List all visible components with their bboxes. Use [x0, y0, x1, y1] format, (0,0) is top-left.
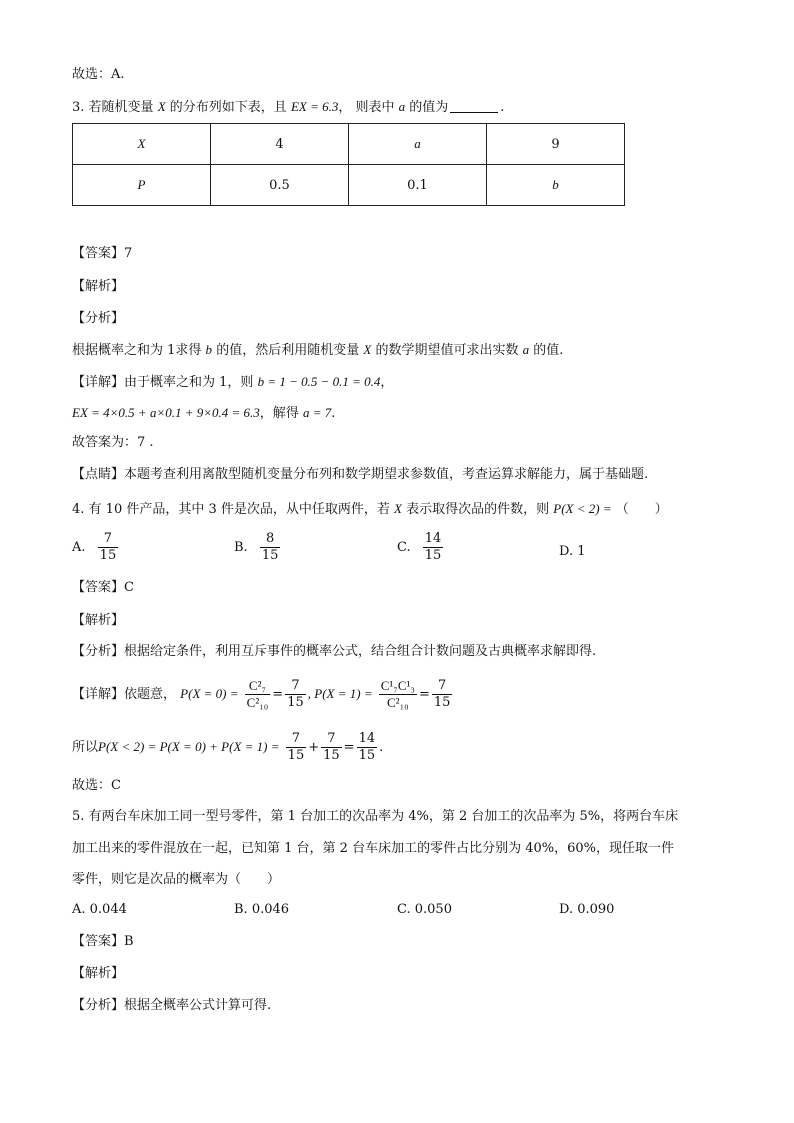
q3-text-post: ， 则表中 [338, 100, 395, 115]
table-cell: 9 [487, 124, 625, 165]
q4-option-a[interactable] [72, 531, 120, 564]
q5-fenxi-text: 根据全概率公式计算可得. [124, 998, 272, 1013]
option-letter: D. [559, 544, 574, 559]
frac-den: C²₁₀ [246, 695, 269, 710]
q4-answer: 【答案】C [72, 580, 134, 595]
q3-text-pre: 3. 若随机变量 [72, 100, 154, 115]
q5-line-2: 加工出来的零件混放在一起，已知第 1 台，第 2 台车床加工的零件占比分别为 40%，60%，现任取一件 [72, 841, 674, 856]
table-row [73, 124, 625, 165]
q5-jiexi: 【解析】 [72, 966, 125, 981]
table-cell: 0.1 [349, 165, 487, 206]
q4-fenxi-label: 【分析】 [72, 644, 125, 659]
q5-line-3: 零件，则它是次品的概率为（ ） [72, 872, 281, 887]
q3-fenxi-b: b [205, 342, 213, 357]
answer-blank [450, 100, 498, 113]
q3-fenxi [72, 341, 563, 360]
q4-sum: 所以P(X < 2) = P(X = 0) + P(X = 1) = $\frac{7}{15}$ + $\frac{7}{15}$ = $\frac{14}{15}$ . [72, 731, 384, 763]
q3-xiangjie [72, 373, 393, 392]
q4-p0-frac [245, 678, 271, 711]
q4-option-c[interactable] [397, 531, 445, 564]
frac-den: 15 [261, 548, 279, 563]
q3-xiangjie-2 [72, 404, 335, 423]
q3-text-mid: 的分布列如下表，且 [169, 100, 287, 115]
q4-p0: P(X = 0) = [180, 686, 239, 701]
frac-den: 15 [358, 748, 376, 763]
q4-xiangjie-label: 【详解】 [72, 687, 125, 702]
q3-fenxi-text: 的值. [533, 343, 564, 358]
q3-text-end: 的值为 [409, 100, 449, 115]
q4-p1-frac [379, 678, 417, 711]
q4-jiexi: 【解析】 [72, 613, 125, 628]
q4-var: X [394, 501, 402, 516]
q3-var: X [157, 99, 166, 114]
q3-jiexi: 【解析】 [72, 279, 125, 294]
q3-fenxi-text: 的值，然后利用随机变量 [216, 343, 360, 358]
q4-option-d[interactable] [559, 544, 586, 559]
table-cell: P [73, 165, 211, 206]
table-cell: b [487, 165, 625, 206]
q3-xiangjie-eq1: b = 1 − 0.5 − 0.1 = 0.4 [257, 374, 381, 389]
option-fraction [98, 531, 119, 564]
frac-num: 7 [321, 731, 342, 748]
q4-fenxi-text: 根据给定条件，利用互斥事件的概率公式，结合组合计数问题及古典概率求解即得. [124, 644, 597, 659]
q5-option-a[interactable]: A. 0.044 [72, 902, 127, 917]
q4-text: 表示取得次品的件数，则 [406, 502, 550, 517]
q3-xiangjie-text: ，解得 [259, 406, 299, 421]
frac-den: C²₁₀ [387, 695, 409, 710]
frac-den: 15 [287, 695, 304, 710]
frac-num: 7 [98, 531, 119, 548]
option-letter: C. [397, 540, 411, 555]
q3-fenxi-text: 的数学期望值可求出实数 [375, 343, 519, 358]
q3-fenxi-text: 根据概率之和为 1求得 [72, 343, 202, 358]
frac-num: C²₇ [245, 678, 271, 695]
table-cell: 4 [211, 124, 349, 165]
frac-den: 15 [287, 748, 305, 763]
q3-a: a [398, 99, 406, 114]
q5-fenxi-label: 【分析】 [72, 998, 125, 1013]
q3-answer: 【答案】7 [72, 246, 133, 261]
q4-option-b[interactable] [234, 531, 282, 564]
option-fraction [260, 531, 281, 564]
q5-option-d[interactable]: D. 0.090 [559, 902, 615, 917]
q3-fenxi-label: 【分析】 [72, 311, 125, 326]
q4-xiangjie-text: 依题意， [124, 687, 177, 702]
option-letter: B. [234, 540, 248, 555]
q4-xiangjie: 【详解】依题意， P(X = 0) = $\frac{\text{C²₇}}{\text{C²₁₀}}$ = $\frac{7}{15}$ , P(X = 1) = $\frac{\text{C¹₇C¹₃}}{\text{C²₁₀}}$ = $\frac{7}{15}$ [72, 678, 451, 710]
frac-num: 7 [285, 678, 306, 695]
frac-num: 7 [432, 678, 453, 695]
prev-choice: 故选：A. [72, 67, 125, 82]
q3-fenxi-a: a [522, 342, 530, 357]
q4-p1: , P(X = 1) = [307, 686, 373, 701]
q5-answer: 【答案】B [72, 934, 134, 949]
option-value: 1 [577, 544, 586, 559]
table-cell: 0.5 [211, 165, 349, 206]
q4-p0-result [285, 678, 306, 711]
q4-text: 4. 有 10 件产品，其中 3 件是次品，从中任取两件，若 [72, 502, 390, 517]
frac-den: 15 [99, 548, 117, 563]
frac-num: 8 [260, 531, 281, 548]
q3-xiangjie-text: 由于概率之和为 1，则 [124, 375, 254, 390]
q5-line-1: 5. 有两台车床加工同一型号零件，第 1 台加工的次品率为 4%，第 2 台加工的次品率为 5%，将两台车床 [72, 809, 679, 824]
q4-sum-end: . [379, 740, 384, 755]
table-cell: a [349, 124, 487, 165]
distribution-table [72, 123, 625, 206]
option-letter: A. [72, 540, 86, 555]
q4-stem [72, 500, 668, 519]
q4-p1-result [432, 678, 453, 711]
frac-num: 14 [424, 531, 442, 546]
q4-expr: P(X < 2) = [553, 501, 612, 516]
q3-cond: EX = 6.3 [290, 99, 339, 114]
table-cell: X [73, 124, 211, 165]
q4-sum-frac-c [357, 731, 378, 764]
q3-stem [72, 98, 504, 117]
q3-xiangjie-eq3: a = 7 [302, 405, 332, 420]
frac-den: 15 [433, 695, 451, 710]
q3-dianjing-text: 本题考查利用离散型随机变量分布列和数学期望求参数值，考查运算求解能力，属于基础题. [124, 467, 649, 482]
q5-option-b[interactable]: B. 0.046 [234, 902, 290, 917]
q5-fenxi [72, 997, 271, 1015]
table-row [73, 165, 625, 206]
q3-xiangjie-label: 【详解】 [72, 375, 125, 390]
q3-xiangjie-end: . [331, 406, 336, 421]
q3-fenxi-x: X [363, 342, 372, 357]
frac-den: 15 [424, 548, 442, 563]
q3-text-tail: . [500, 100, 505, 115]
q3-xiangjie-end: ， [380, 375, 394, 390]
q4-paren: （ ） [615, 502, 668, 517]
q4-final: 故选：C [72, 778, 121, 793]
frac-num: C¹₇C¹₃ [380, 678, 415, 693]
frac-num: 14 [358, 731, 376, 746]
q3-final: 故答案为：7 . [72, 435, 154, 450]
q3-dianjing [72, 466, 648, 484]
q4-fenxi [72, 643, 596, 661]
q4-sum-frac-b [321, 731, 342, 764]
q5-option-c[interactable]: C. 0.050 [397, 902, 452, 917]
q4-sum-expr: P(X < 2) = P(X = 0) + P(X = 1) = [98, 739, 280, 754]
q4-sum-frac-a [286, 731, 307, 764]
q3-xiangjie-eq2: EX = 4×0.5 + a×0.1 + 9×0.4 = 6.3 [72, 405, 260, 420]
frac-den: 15 [323, 748, 340, 763]
option-fraction [423, 531, 444, 564]
frac-num: 7 [286, 731, 307, 748]
q3-dianjing-label: 【点睛】 [72, 467, 125, 482]
q4-sum-pre: 所以 [72, 740, 99, 755]
